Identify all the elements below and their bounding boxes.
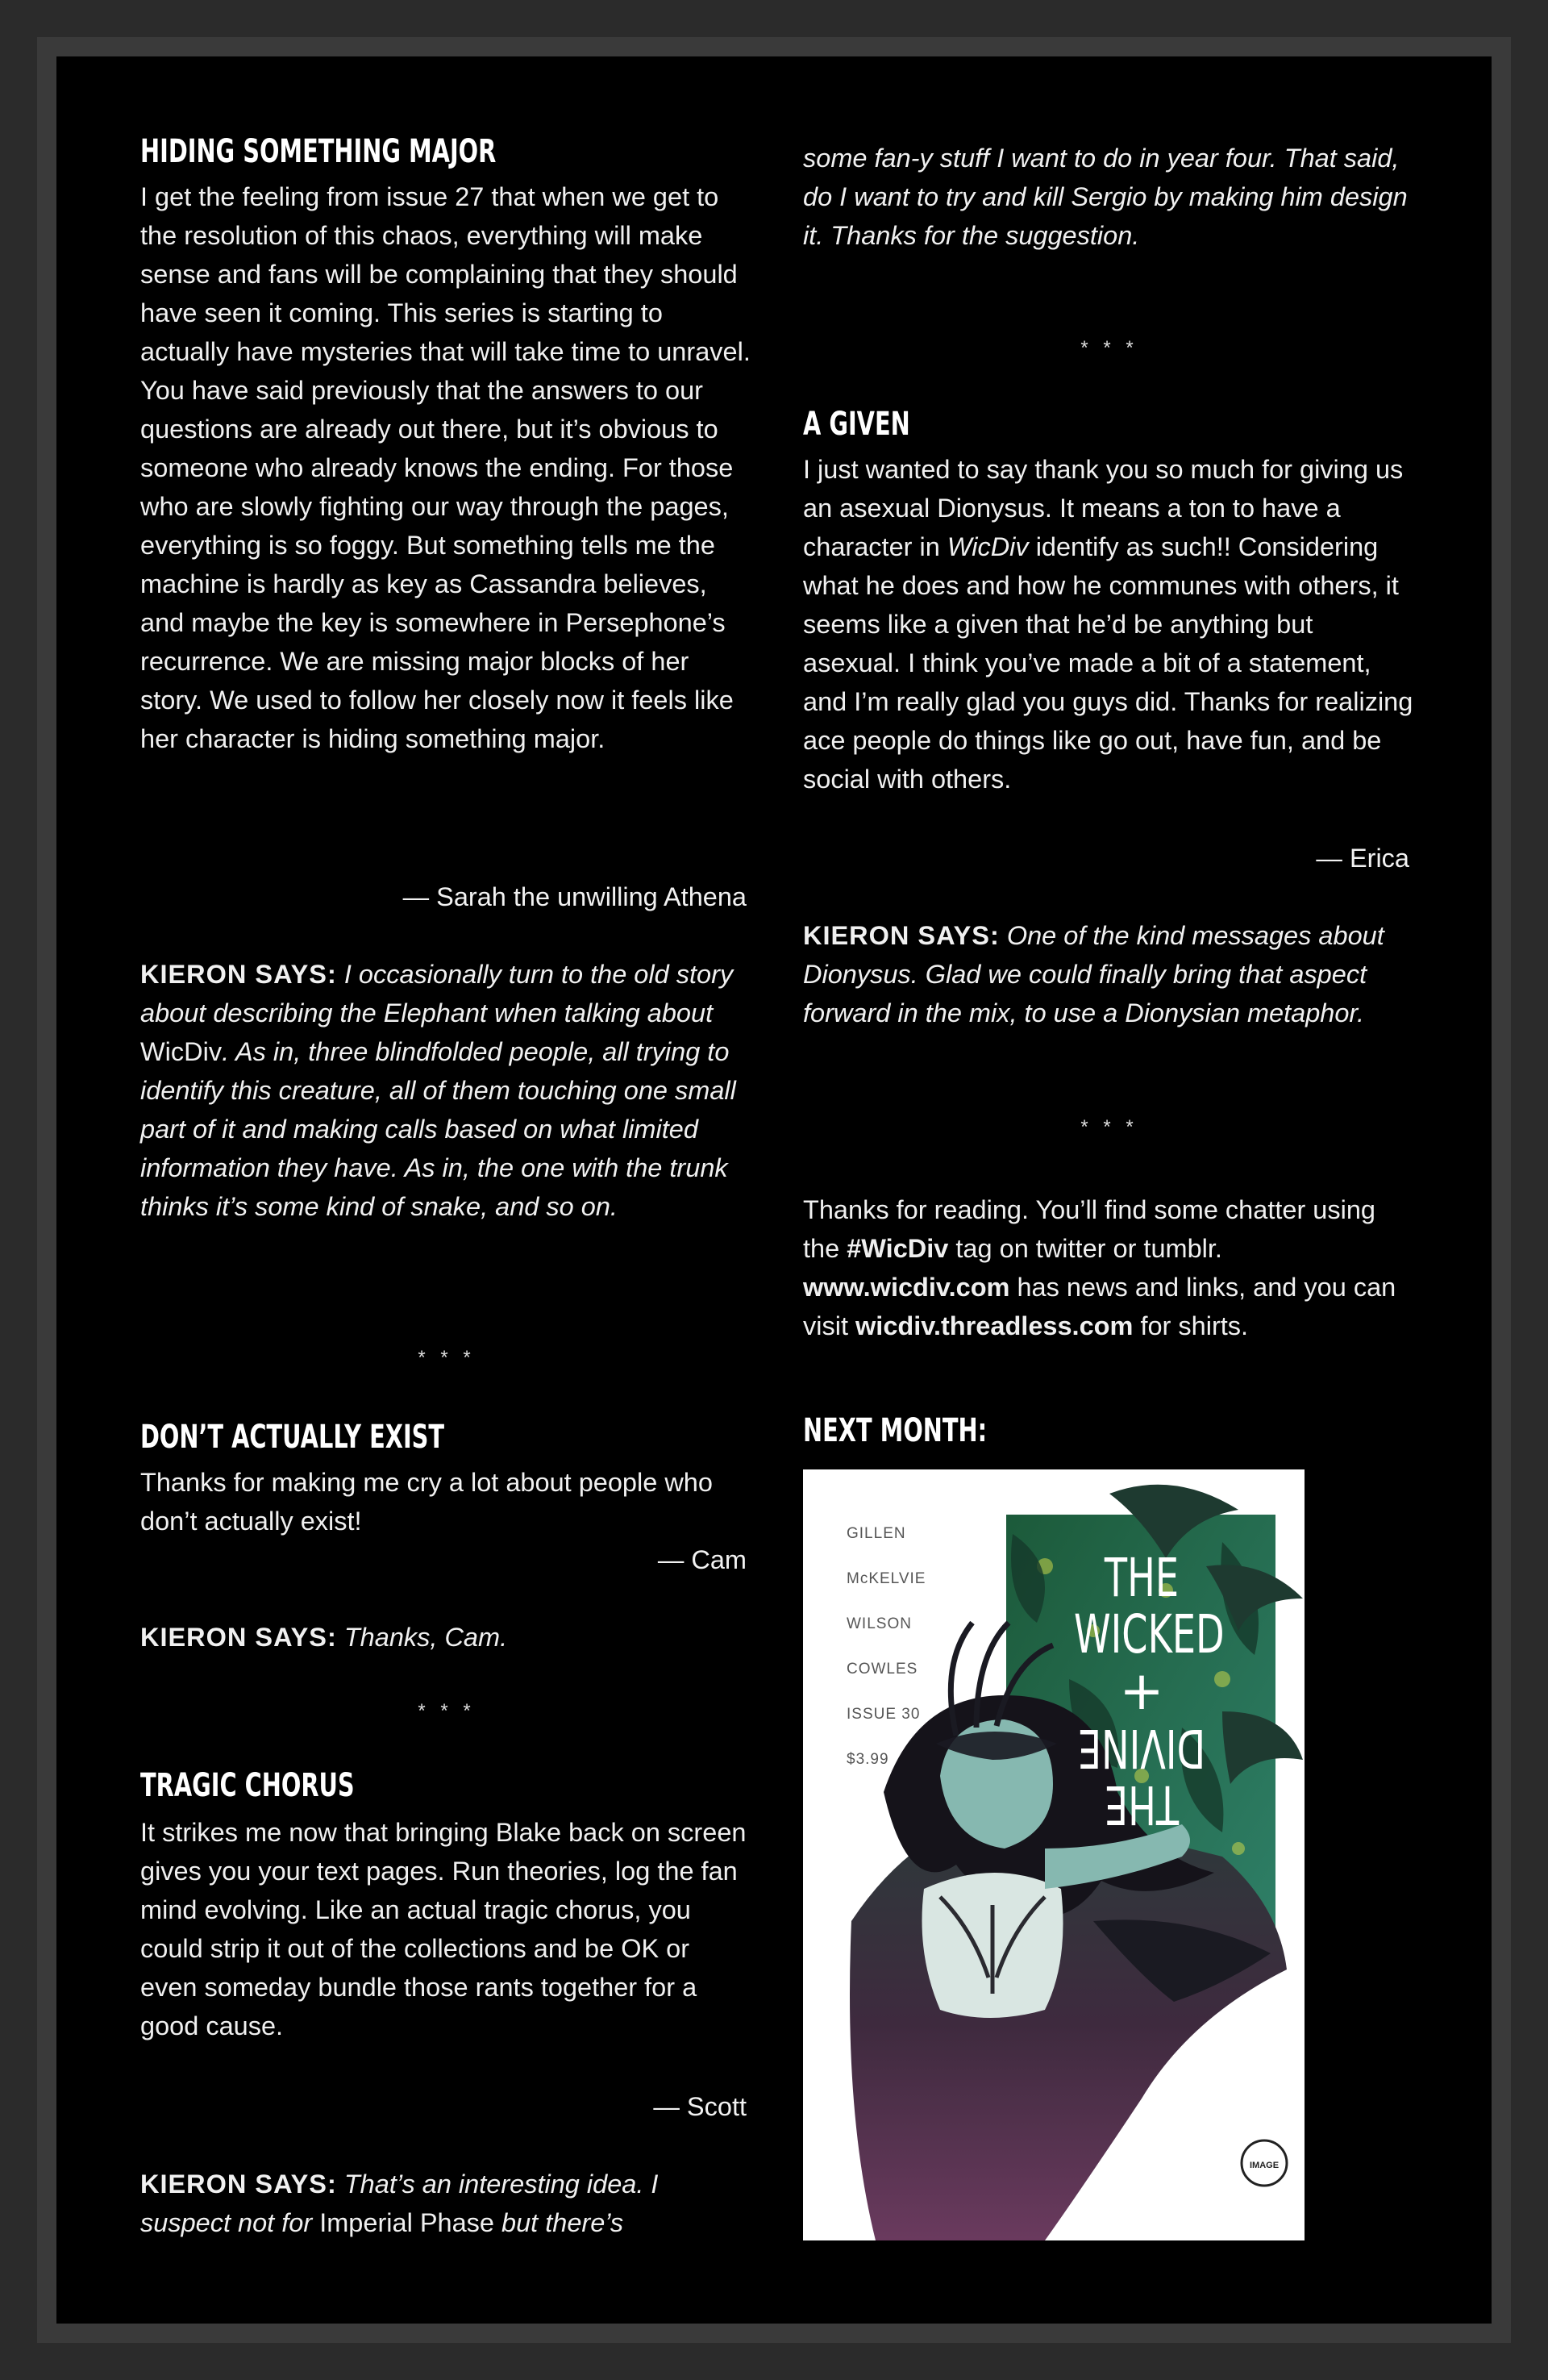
cover-credits [847,1511,926,1782]
letter-heading-tragic-chorus: TRAGIC CHORUS [140,1767,355,1804]
letter-signature-cam: — Cam [657,1545,747,1574]
title-the-inverted: THE [1104,1774,1180,1836]
next-issue-cover [803,1469,1305,2240]
title-wicked: WICKED [1074,1603,1225,1665]
section-divider: * * * [418,1347,476,1369]
section-divider: * * * [418,1700,476,1722]
title-divine: DIVINE [1077,1717,1206,1779]
kieron-reply-4: KIERON SAYS: One of the kind messages about Dionysus. Glad we could finally bring that aspect forward in the mix, to use a Dionysian metaphor. [803,921,1384,1027]
credit-writer: GILLEN [847,1525,906,1542]
credit-artist: McKELVIE [847,1570,926,1587]
cover-title [1045,1547,1238,1836]
letter-body-erica: I just wanted to say thank you so much for giving us an asexual Dionysus. It means a ton to have a character in WicDiv identify as such!! Considering what he does and how he communes with others, it seems like a given that he’d be anything but asexual. I think you’ve made a bit of a statement, and I’m really glad you guys did. Thanks for realizing ace people do things like go out, have fun, and be social with others. [803,455,1413,794]
publisher-badge-text: IMAGE [1249,2161,1280,2170]
kieron-reply-2: KIERON SAYS: Thanks, Cam. [140,1623,508,1652]
letter-heading-dont-actually-exist: DON’T ACTUALLY EXIST [140,1419,445,1456]
letter-body-cam: Thanks for making me cry a lot about people who don’t actually exist! [140,1468,713,1536]
letter-heading-hiding-something-major: HIDING SOMETHING MAJOR [140,133,497,170]
section-divider: * * * [1080,337,1138,359]
hashtag-wicdiv[interactable]: #WicDiv [847,1234,949,1263]
credit-letterer: COWLES [847,1661,918,1678]
title-plus: + [1119,1660,1164,1722]
link-threadless-shop[interactable]: wicdiv.threadless.com [855,1311,1134,1340]
section-divider: * * * [1080,1116,1138,1138]
letter-signature-scott: — Scott [653,2092,747,2121]
letter-heading-a-given: A GIVEN [803,406,910,443]
letter-body-sarah: I get the feeling from issue 27 that when we get to the resolution of this chaos, everything will make sense and fans will be complaining that they should have seen it coming. This series is starting to actually have mysteries that will take time to unravel. You have said previously that the answers to our questions are already out there, but it’s obvious to someone who already knows the ending. For those who are slowly fighting our way through the pages, everything is so foggy. But something tells me the machine is hardly as key as Cassandra believes, and maybe the key is somewhere in Persephone’s recurrence. We are missing major blocks of her story. We used to follow her closely now it feels like her character is hiding something major. [140,182,751,753]
next-month-heading: NEXT MONTH: [803,1412,988,1449]
link-wicdiv-site[interactable]: www.wicdiv.com [803,1273,1010,1302]
letter-signature-sarah: — Sarah the unwilling Athena [402,882,747,911]
kieron-reply-1: KIERON SAYS: I occasionally turn to the old story about describing the Elephant when talking about WicDiv. As in, three blindfolded people, all trying to identify this creature, all of them touching one small part of it and making calls based on what limited information they have. As in, the one with the trunk thinks it’s some kind of snake, and so on. [140,960,736,1221]
credit-price: $3.99 [847,1751,889,1768]
title-the: THE [1104,1547,1180,1609]
letter-signature-erica: — Erica [1316,844,1409,873]
kieron-reply-3: KIERON SAYS: That’s an interesting idea. I suspect not for Imperial Phase but there’s [140,2170,659,2237]
kieron-reply-3-continued: some fan-y stuff I want to do in year four. That said, do I want to try and kill Sergio by making him design it. Thanks for the suggestion. [803,144,1408,250]
closing-note: Thanks for reading. You’ll find some chatter using the #WicDiv tag on twitter or tumblr. www.wicdiv.com has news and links, and you can visit wicdiv.threadless.com for shirts. [803,1195,1396,1340]
credit-issue: ISSUE 30 [847,1706,921,1723]
letter-body-scott: It strikes me now that bringing Blake back on screen gives you your text pages. Run theories, log the fan mind evolving. Like an actual tragic chorus, you could strip it out of the collections and be OK or even someday bundle those rants together for a good cause. [140,1818,747,2040]
credit-colorist: WILSON [847,1615,912,1632]
kieron-says-label: KIERON SAYS: [140,960,337,989]
